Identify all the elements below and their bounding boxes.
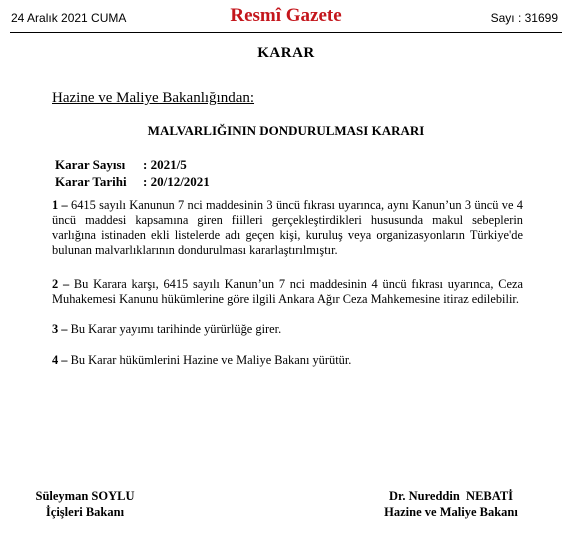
gazette-header	[0, 0, 572, 34]
decision-number-label: Karar Sayısı	[55, 157, 126, 172]
issuing-ministry: Hazine ve Maliye Bakanlığından:	[52, 90, 255, 106]
decision-number-value: : 2021/5	[143, 157, 187, 172]
signer-title: İçişleri Bakanı	[45, 505, 125, 519]
article-1	[52, 198, 523, 258]
signer-title: Hazine ve Maliye Bakanı	[384, 505, 518, 519]
article-1-number: 1 –	[52, 198, 68, 212]
decision-date-label: Karar Tarihi	[55, 174, 127, 189]
article-3	[52, 322, 523, 337]
signer-name: Süleyman SOYLU	[35, 489, 135, 503]
issue-date: 24 Aralık 2021 CUMA	[11, 11, 127, 25]
article-2	[52, 277, 523, 307]
issue-number: Sayı : 31699	[490, 11, 558, 25]
decision-date-row	[55, 174, 210, 190]
article-1-text: 6415 sayılı Kanunun 7 nci maddesinin 3 üncü fıkrası uyarınca, aynı Kanun’un 3 üncü ve 4 üncü maddesi kapsamına giren fiilleri gerçekleştirdikleri hususunda makul sebeplerin varlığına istinaden ekli listelerde adı geçen kişi, kuruluş veya organizasyonların Türkiye'de bulunan malvarlıklarının dondurulması kararlaştırılmıştır.	[52, 198, 523, 257]
article-3-number: 3 –	[52, 322, 68, 336]
document-type: KARAR	[257, 45, 315, 61]
gazette-title: Resmî Gazete	[230, 5, 342, 26]
article-3-text: Bu Karar yayımı tarihinde yürürlüğe girer.	[67, 322, 282, 336]
article-4-number: 4 –	[52, 353, 68, 367]
decision-number-row	[55, 157, 187, 173]
article-2-number: 2 –	[52, 277, 70, 291]
article-4-text: Bu Karar hükümlerini Hazine ve Maliye Bakanı yürütür.	[67, 353, 352, 367]
signer-name: Dr. Nureddin NEBATİ	[388, 489, 514, 503]
decision-date-value: : 20/12/2021	[143, 174, 210, 189]
article-4	[52, 353, 523, 368]
decision-title: MALVARLIĞININ DONDURULMASI KARARI	[147, 123, 425, 138]
signature-block-interior	[0, 488, 170, 520]
signature-block-finance	[356, 488, 546, 520]
article-2-text: Bu Karara karşı, 6415 sayılı Kanun’un 7 nci maddesinin 4 üncü fıkrası uyarınca, Ceza Muhakemesi Kanunu hükümlerine göre ilgili Ankara Ağır Ceza Mahkemesine itiraz edilebilir.	[52, 277, 523, 306]
header-divider	[10, 32, 562, 33]
